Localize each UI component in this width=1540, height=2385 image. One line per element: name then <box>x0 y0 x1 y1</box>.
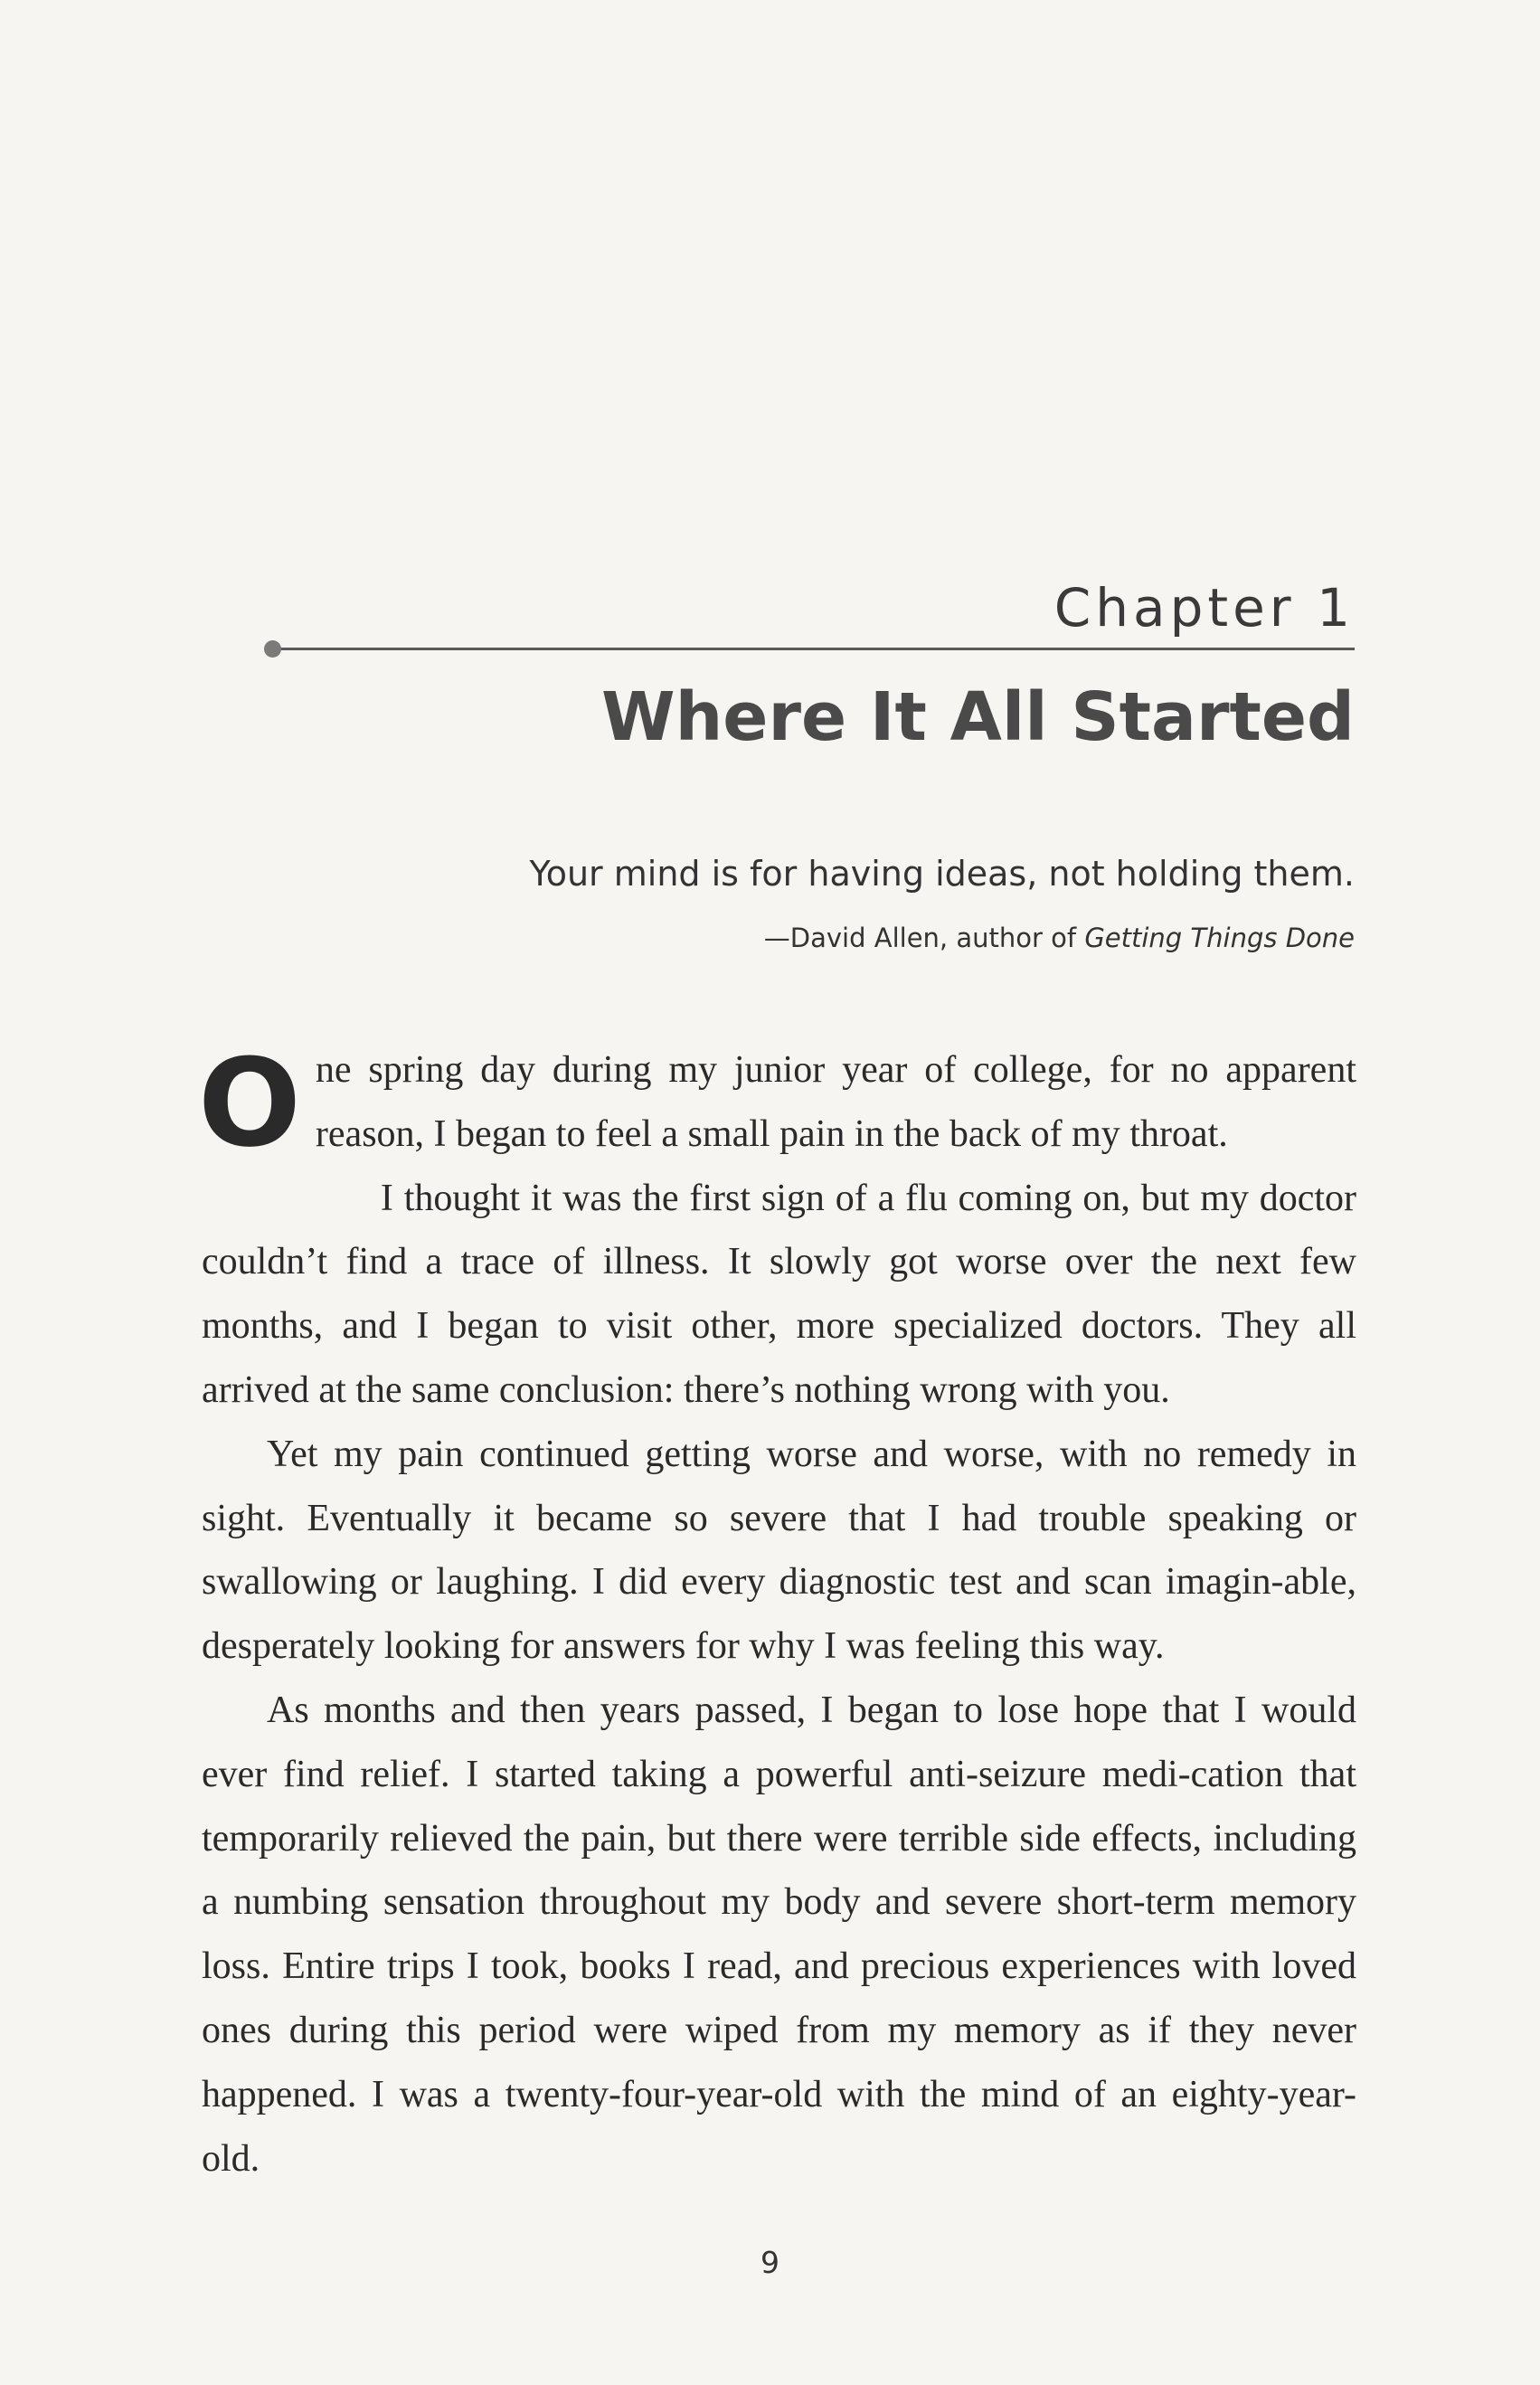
rule-dot-ornament <box>264 640 281 658</box>
chapter-rule <box>271 648 1355 650</box>
paragraph-2: I thought it was the first sign of a flu coming on, but my doctor couldn’t find a trace of illness. It slowly got worse over the next few months, and I began to visit other, more specialized doctors. They all arrived at the same conclusion: there’s nothing wrong with you. <box>202 1177 1356 1411</box>
paragraph-1-text: ne spring day during my junior year of college, for no apparent reason, I began to feel a small pain in the back of my throat. <box>315 1049 1356 1155</box>
page-number: 9 <box>761 2245 779 2280</box>
chapter-label: Chapter 1 <box>1053 577 1355 639</box>
drop-cap: O <box>198 1033 301 1174</box>
paragraph-4: As months and then years passed, I began to lose hope that I would ever find relief. I started taking a powerful anti-seizure medi-cation that temporarily relieved the pain, but there were terrible side effects, including a numbing sensation throughout my body and severe short-term memory loss. Entire trips I took, books I read, and precious experiences with loved ones during this period were wiped from my memory as if they never happened. I was a twenty-four-year-old with the mind of an eighty-year-old. <box>202 1689 1356 2180</box>
epigraph-quote: Your mind is for having ideas, not holding them. <box>529 854 1355 894</box>
attribution-book-title: Getting Things Done <box>1084 923 1355 953</box>
epigraph-attribution <box>764 923 1355 953</box>
body-text <box>198 1033 1356 2191</box>
paragraph-3: Yet my pain continued getting worse and worse, with no remedy in sight. Eventually it became so severe that I had trouble speaking or swallowing or laughing. I did every diagnostic test and scan imagin-able, desperately looking for answers for why I was feeling this way. <box>202 1433 1356 1668</box>
paragraph-1 <box>198 1033 1356 1174</box>
attribution-prefix: —David Allen, author of <box>763 923 1085 953</box>
chapter-title: Where It All Started <box>600 678 1355 756</box>
